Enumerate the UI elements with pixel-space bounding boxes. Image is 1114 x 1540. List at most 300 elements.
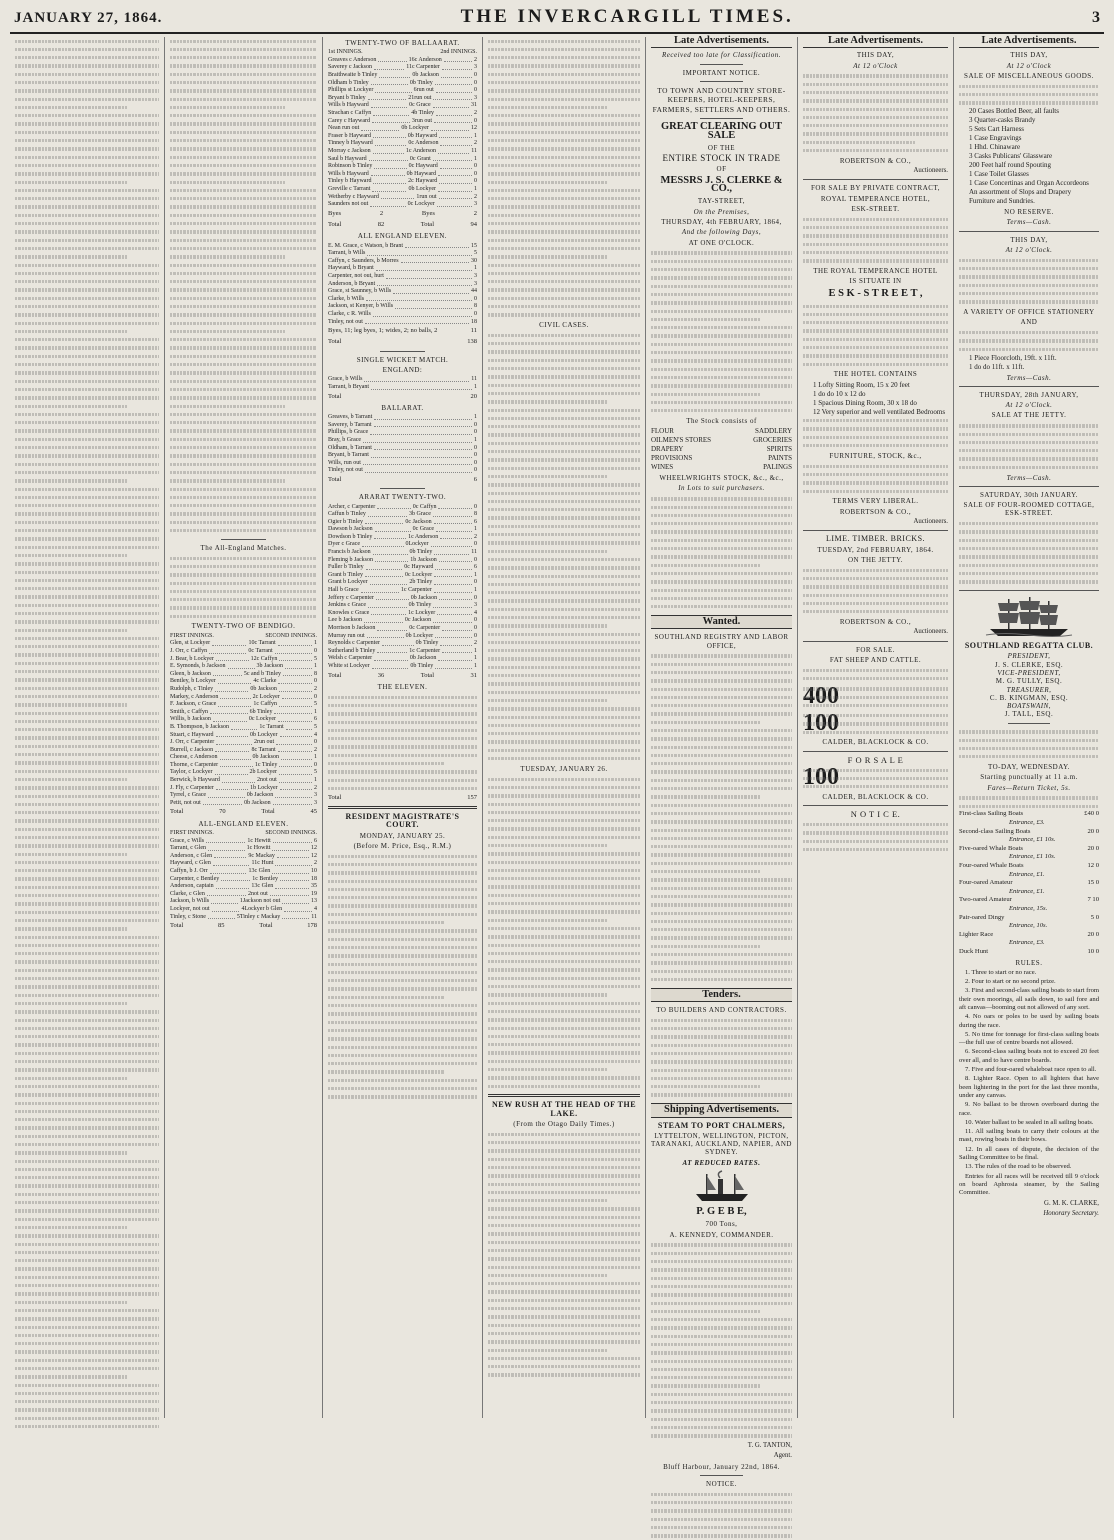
text-line (651, 249, 792, 257)
goods-row (651, 445, 792, 454)
text-line (15, 502, 159, 510)
text-line (651, 892, 792, 900)
score-row (328, 564, 477, 572)
divider (803, 179, 948, 180)
score-runs: 0 (474, 79, 477, 86)
score-runs: 1 (474, 436, 477, 443)
text-line (803, 574, 948, 582)
auctioneer-name: ROBERTSON & CO., (839, 617, 912, 626)
room-item: 1 Lofty Sitting Room, 15 x 20 feet (813, 380, 910, 389)
leader-dots (405, 243, 469, 249)
score-entry: Murray run out (328, 632, 365, 639)
leader-dots (218, 701, 251, 707)
text-line (15, 784, 159, 792)
text-line (170, 45, 317, 53)
score-row (170, 845, 317, 853)
leader-dots (270, 891, 309, 897)
text-line (15, 1323, 159, 1331)
leader-dots (373, 549, 408, 555)
text-line (488, 514, 640, 522)
text-line (328, 1085, 477, 1093)
text-line (651, 727, 792, 735)
text-line (488, 1041, 640, 1049)
prize-amount: 12 0 (1087, 861, 1099, 869)
divider (328, 806, 477, 809)
leader-dots (215, 747, 249, 753)
text-line (328, 935, 477, 943)
text-line (170, 477, 285, 485)
text-line (803, 138, 916, 146)
total-value: 36 (377, 671, 385, 679)
leader-dots (373, 311, 472, 317)
leader-dots (374, 534, 406, 540)
divider (803, 641, 948, 642)
score-runs: 13 (248, 868, 255, 874)
score-runs: 2 (474, 193, 477, 200)
text-line (651, 677, 792, 685)
leader-dots (272, 868, 309, 874)
text-line (15, 186, 159, 194)
text-line (15, 178, 127, 186)
score-row (328, 288, 477, 296)
addressee: TO TOWN AND COUNTRY STORE-KEEPERS, HOTEL-KEEPERS, FARMERS, SETTLERS AND OTHERS. (652, 85, 791, 114)
total-value: 6 (473, 475, 477, 483)
furniture-heading: FURNITURE, STOCK, &c., (829, 451, 922, 460)
score-runs: 3 (314, 792, 317, 799)
text-line (488, 456, 640, 464)
score-row (328, 519, 477, 527)
score-entry: c Mackay (251, 852, 275, 859)
stock-heading: The Stock consists of (686, 416, 757, 425)
score-row (328, 445, 477, 453)
prize-row (959, 939, 1099, 948)
firm-name: CALDER, BLACKLOCK & CO. (822, 738, 929, 747)
score-runs: 11 (471, 376, 477, 383)
score-runs: 0 (474, 311, 477, 317)
text-line (803, 728, 948, 736)
text-line (803, 360, 948, 368)
score-row (328, 95, 477, 103)
score-runs: 1 (314, 708, 317, 715)
score-entry: White st Lockyer (328, 662, 370, 669)
leader-dots (367, 633, 404, 639)
score-entry: Saverey c Jackson (328, 64, 372, 71)
text-line (170, 303, 317, 311)
regatta-heading: SOUTHLAND REGATTA CLUB. (964, 641, 1094, 651)
score-row (328, 265, 477, 273)
text-line (328, 1043, 477, 1051)
leader-dots (434, 587, 472, 593)
prize-row (959, 871, 1099, 880)
following-days: And the following Days, (681, 228, 762, 237)
score-runs: 1 (314, 640, 318, 647)
score-entry: run out (416, 87, 434, 94)
leader-dots (231, 724, 257, 730)
leader-dots (439, 194, 473, 200)
score-row (328, 87, 477, 95)
text-line (651, 407, 792, 415)
text-line (170, 203, 317, 211)
prize-race: Four-oared Whale Boats (959, 861, 1024, 869)
text-line (15, 1373, 127, 1381)
text-line (488, 448, 640, 456)
goods-list (651, 427, 792, 472)
rule-item: 8. Lighter Race. Open to all lighters that have been lightering in the port for the last three months, under any canvas. (959, 1075, 1099, 1099)
text-line (15, 900, 159, 908)
leader-dots (438, 148, 469, 154)
prize-row (959, 845, 1099, 854)
score-row (170, 868, 317, 876)
leader-dots (216, 883, 250, 889)
text-line (651, 668, 792, 676)
text-line (15, 211, 159, 219)
text-line (488, 170, 640, 178)
text-line (488, 883, 640, 891)
score-row (328, 534, 477, 542)
text-line (488, 875, 640, 883)
goods-item: WINES (651, 463, 674, 472)
text-line (803, 712, 948, 720)
text-line (488, 555, 640, 563)
team-heading: ALL ENGLAND ELEVEN. (357, 232, 448, 241)
text-line (488, 373, 640, 381)
leader-dots (216, 739, 252, 745)
leader-dots (376, 265, 472, 271)
score-entry: b Jackson (247, 799, 271, 806)
score-runs: 4 (474, 609, 478, 616)
score-row (328, 148, 477, 156)
total-label: Total (328, 671, 342, 679)
text-line (488, 866, 640, 874)
text-line (651, 768, 792, 776)
score-runs: 0 (474, 556, 477, 563)
score-runs: 0 (250, 685, 254, 692)
rule-item: 12. In all cases of dispute, the decision of the Sailing Committee to be final. (959, 1145, 1099, 1162)
text-line (803, 72, 948, 80)
second-innings-label: SECOND INNINGS. (265, 632, 317, 639)
text-line (488, 974, 640, 982)
leader-dots (208, 845, 245, 851)
text-line (651, 324, 792, 332)
prize-race: Four-oared Amateur (959, 879, 1013, 887)
text-line (488, 1130, 640, 1138)
text-line (651, 1291, 792, 1299)
score-entry: Grace, c Wills (170, 837, 205, 844)
room-item: 1 Spacious Dining Room, 30 x 18 do (813, 398, 917, 407)
column-3 (323, 37, 483, 1418)
text-line (488, 572, 640, 580)
leader-dots (228, 663, 255, 669)
score-entry: c Anderson (414, 56, 442, 63)
score-row (170, 838, 317, 846)
text-line (803, 215, 948, 223)
text-line (15, 1232, 159, 1240)
team-heading: ENGLAND: (382, 366, 423, 375)
text-line (15, 244, 159, 252)
this-day: THIS DAY, (856, 51, 895, 60)
score-row (170, 656, 317, 664)
score-entry: b Lockyer (408, 632, 434, 639)
text-line (170, 460, 317, 468)
prize-row (959, 862, 1099, 871)
text-line (651, 349, 792, 357)
text-line (15, 120, 159, 128)
text-line (15, 1298, 127, 1306)
leader-dots (374, 445, 472, 451)
score-row (328, 617, 477, 625)
leader-dots (211, 898, 238, 904)
leader-dots (433, 511, 472, 517)
text-line (15, 377, 159, 385)
officer-role: BOATSWAIN, (1006, 702, 1052, 711)
text-line (15, 1074, 127, 1082)
text-line (959, 345, 1099, 353)
leader-dots (440, 163, 472, 169)
score-entry: Francis b Jackson (328, 549, 371, 556)
text-line (651, 1066, 792, 1074)
text-line (959, 447, 1099, 455)
text-line (15, 1406, 159, 1414)
text-line (15, 311, 159, 319)
text-line (15, 717, 159, 725)
text-line (651, 951, 792, 959)
leader-dots (371, 80, 408, 86)
ad-text (959, 256, 1099, 306)
score-row (328, 194, 477, 202)
score-entry: b Tinley (412, 579, 433, 586)
team-heading: TWENTY-TWO OF BALLAARAT. (345, 39, 460, 47)
leader-dots (282, 898, 309, 904)
prize-race: Entrance, £1. (1009, 887, 1045, 895)
score-row (328, 296, 477, 304)
ad-text (803, 302, 948, 368)
score-row (328, 258, 477, 266)
score-entry: Bray, b Grace (328, 436, 362, 443)
text-line (15, 1207, 159, 1215)
text-line (15, 1273, 159, 1281)
text-line (488, 833, 640, 841)
leader-dots (377, 625, 407, 631)
leader-dots (436, 110, 472, 116)
text-line (488, 1288, 640, 1296)
text-line (959, 265, 1099, 273)
score-entry: Oldham b Tinley (328, 79, 369, 86)
text-line (328, 985, 477, 993)
text-line (651, 299, 792, 307)
scorecard-byes (328, 327, 477, 335)
text-line (488, 153, 640, 161)
text-line (15, 767, 159, 775)
text-line (15, 1331, 159, 1339)
text-line (959, 561, 1099, 569)
for-sale: FOR SALE. (855, 645, 896, 654)
text-line (803, 232, 948, 240)
score-entry: b Tinley (411, 602, 432, 609)
leader-dots (375, 87, 411, 93)
score-runs: 2 (252, 693, 256, 700)
score-row (170, 747, 317, 755)
score-runs: 0 (404, 564, 408, 571)
leader-dots (371, 171, 405, 177)
text-line (15, 352, 159, 360)
page-number: 3 (1092, 9, 1100, 26)
score-row (328, 663, 477, 671)
goods-item: 20 Cases Bottled Beer, all faults (969, 107, 1059, 116)
text-line (15, 1033, 159, 1041)
text-line (15, 228, 159, 236)
text-line (170, 161, 317, 169)
column-5 (646, 35, 798, 1488)
shipping-text (651, 1241, 792, 1440)
score-entry: Grant b Lockyer (328, 579, 368, 586)
officer-name: M. G. TULLY, ESQ. (995, 677, 1063, 686)
article-source: (From the Otago Daily Times.) (513, 1120, 615, 1128)
score-entry: c Hewitt (250, 837, 271, 844)
divider (803, 530, 948, 531)
score-runs: 8 (314, 670, 317, 677)
text-line (488, 783, 640, 791)
premises: On the Premises, (693, 207, 750, 216)
leader-dots (370, 201, 405, 207)
score-row (170, 800, 317, 808)
text-line (488, 54, 640, 62)
text-line (170, 269, 317, 277)
text-line (15, 991, 159, 999)
text-line (15, 369, 159, 377)
scorecard-total (170, 922, 317, 930)
ad-text (651, 495, 792, 611)
text-line (488, 464, 640, 472)
leader-dots (431, 541, 473, 547)
text-line (328, 710, 477, 718)
text-line (651, 926, 792, 934)
score-runs: 0 (474, 421, 477, 428)
score-entry: c Anderson (408, 148, 437, 155)
score-entry: b Jackson (413, 594, 438, 601)
column-6 (798, 37, 954, 1418)
text-line (651, 1423, 792, 1431)
hotel-heading: THE ROYAL TEMPERANCE HOTEL (813, 267, 938, 276)
agent-name: T. G. TANTON, (747, 1442, 792, 1450)
text-line (488, 45, 640, 53)
text-line (328, 869, 477, 877)
total-value: 20 (470, 392, 477, 400)
text-line (651, 290, 792, 298)
score-entry: Fuller b Tinley (328, 564, 364, 571)
text-line (328, 751, 477, 759)
scorecard-total (328, 338, 477, 346)
text-line (803, 319, 948, 327)
score-entry: c Grant (412, 155, 431, 162)
text-line (959, 569, 1099, 577)
score-runs: 5 (243, 670, 247, 677)
scorecard-total (170, 808, 317, 816)
text-line (651, 1274, 792, 1282)
column-7 (954, 37, 1104, 1418)
text-line (651, 793, 761, 801)
leader-dots (282, 694, 312, 700)
score-runs: 0 (474, 594, 477, 601)
score-runs: 1 (246, 845, 250, 852)
score-row (170, 716, 317, 724)
text-line (15, 950, 159, 958)
room-item: 12 Very superior and well ventilated Bedrooms (813, 407, 946, 416)
score-row (328, 526, 477, 534)
score-runs: 0 (314, 678, 318, 685)
leader-dots (275, 792, 312, 798)
score-row (328, 140, 477, 148)
text-line (15, 128, 159, 136)
text-line (15, 933, 159, 941)
text-line (959, 520, 1099, 528)
text-line (651, 1025, 792, 1033)
score-entry: b Grace (412, 511, 431, 518)
score-runs: 2 (249, 769, 253, 776)
text-line (488, 564, 640, 572)
score-entry: c Jackson (407, 617, 432, 624)
total-label: Total (328, 338, 342, 346)
score-entry: Tinley b Hayward (328, 178, 372, 185)
text-line (488, 1313, 640, 1321)
score-entry: Greville c Tarrant (328, 185, 371, 192)
leader-dots (208, 792, 245, 798)
score-runs: 15 (471, 242, 477, 249)
score-row (328, 125, 477, 133)
rule-item: 1. Three to start or no race. (965, 968, 1037, 976)
score-runs: 0 (474, 178, 478, 185)
article-text-2b (170, 554, 317, 620)
byes-label: Byes (421, 209, 435, 217)
score-runs: 0 (406, 170, 410, 177)
score-runs: 6 (413, 87, 417, 94)
score-entry: Carpenter, c Bentley (170, 875, 220, 882)
score-runs: 0 (474, 467, 477, 474)
score-runs: 0 (410, 594, 414, 601)
text-line (488, 933, 640, 941)
court-date: MONDAY, JANUARY 25. (359, 831, 446, 840)
text-line (488, 1255, 640, 1263)
score-entry: Clarke, c Glen (170, 890, 205, 897)
text-line (15, 278, 159, 286)
text-line (15, 867, 159, 875)
text-line (15, 1257, 159, 1265)
text-line (651, 1357, 792, 1365)
text-line (328, 743, 477, 751)
leader-dots (279, 656, 312, 662)
text-line (803, 720, 948, 728)
leader-dots (216, 732, 249, 738)
score-row (328, 602, 477, 610)
score-entry: Wills b Hayward (328, 102, 369, 109)
text-line (15, 751, 159, 759)
score-row (328, 178, 477, 186)
text-line (803, 462, 948, 470)
text-line (15, 651, 159, 659)
leader-dots (370, 579, 408, 585)
score-runs: 0 (408, 163, 412, 170)
score-runs: 0 (474, 163, 478, 170)
ad-text (959, 520, 1099, 586)
text-line (488, 1222, 640, 1230)
ad-text (959, 82, 1099, 107)
divider (959, 590, 1099, 591)
text-line (328, 968, 477, 976)
text-line (651, 594, 792, 602)
score-entry: run out (257, 739, 275, 746)
goods-item: 1 Case Engravings (969, 134, 1022, 143)
text-line (488, 908, 640, 916)
text-line (803, 327, 948, 335)
